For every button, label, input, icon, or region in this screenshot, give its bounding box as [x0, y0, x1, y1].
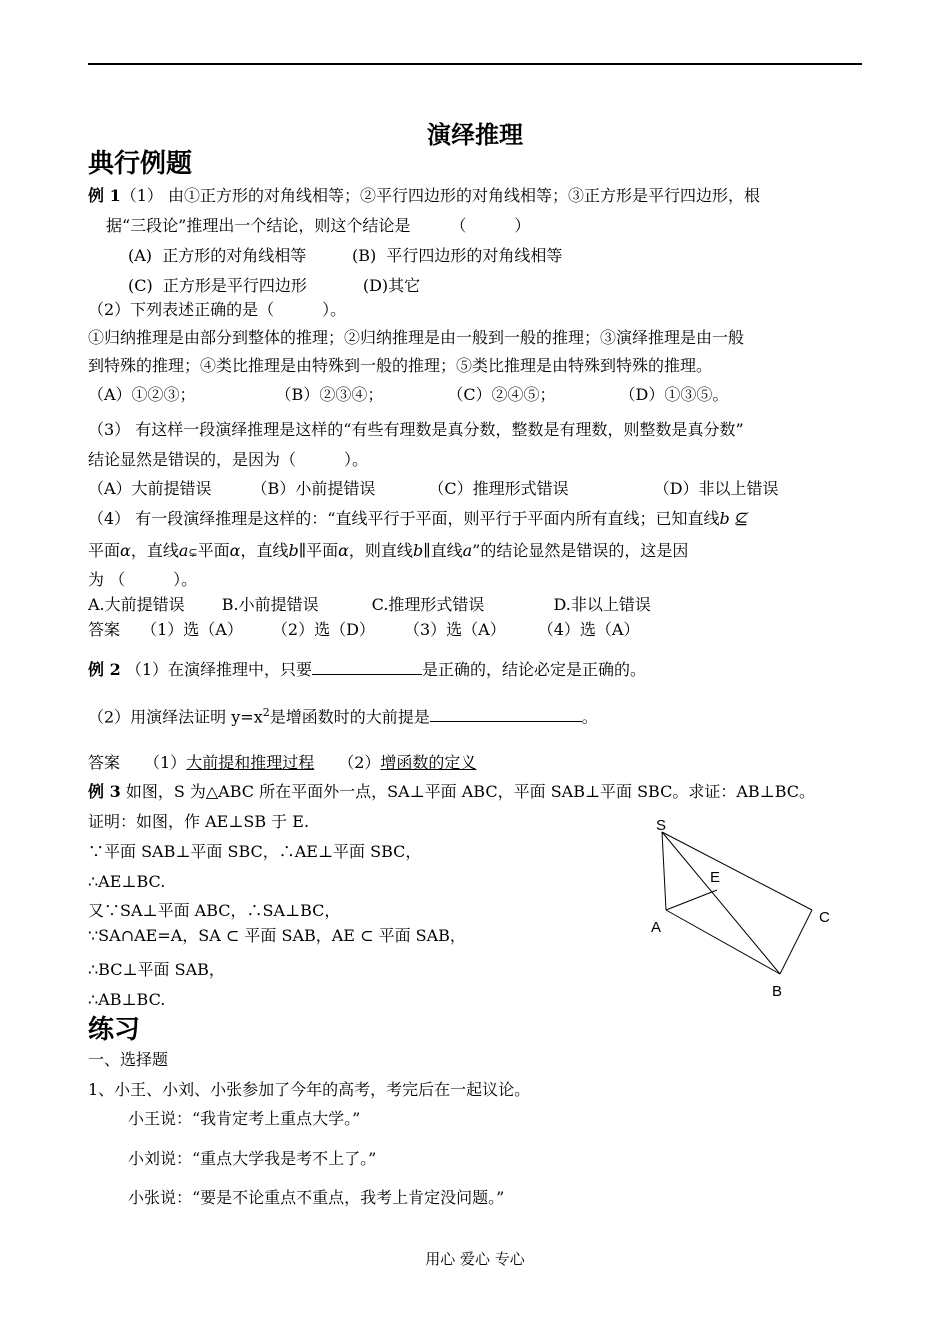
proof-line-2: ∵平面 SAB⊥平面 SBC，∴AE⊥平面 SBC， — [88, 842, 422, 861]
example1-q2-text-a: ①归纳推理是由部分到整体的推理；②归纳推理是由一般到一般的推理；③演绎推理是由一般 — [88, 328, 745, 347]
math-symbol: a — [462, 541, 473, 560]
edge-sa — [662, 832, 666, 910]
edge-ae — [666, 890, 717, 910]
answer-mid: （2） — [314, 753, 381, 772]
proof-line-1: 证明：如图，作 AE⊥SB 于 E. — [88, 812, 310, 831]
example1-q2: （2）下列表述正确的是（ ）。 — [88, 300, 347, 319]
proof-line-7: ∴AB⊥BC. — [88, 990, 166, 1009]
label-e: E — [710, 869, 721, 886]
geometry-figure — [640, 810, 850, 1000]
example1-q3-options: （A）大前提错误 （B）小前提错误 （C）推理形式错误 （D）非以上错误 — [88, 479, 779, 498]
q4-text: （4） 有一段演绎推理是这样的：“直线平行于平面，则平行于平面内所有直线；已知直线 — [88, 509, 720, 528]
practice-statement-2: 小刘说：“重点大学我是考不上了。” — [128, 1149, 377, 1168]
example2-text2c: 。 — [581, 707, 598, 727]
example1-q4-text-b — [88, 541, 688, 563]
math-symbol: α — [338, 541, 349, 560]
superscript: 2 — [262, 706, 270, 719]
example2-line1 — [88, 658, 646, 680]
edge-bc — [780, 910, 812, 974]
example2-answer — [88, 753, 476, 773]
q4-seg: 平面 — [88, 541, 121, 560]
answer-2: 增函数的定义 — [380, 753, 477, 772]
math-symbol: b — [412, 541, 424, 560]
q4-seg: ”的结论显然是错误的，这是因 — [472, 541, 689, 560]
example1-text1: （1） 由①正方形的对角线相等；②平行四边形的对角线相等；③正方形是平行四边形，根 — [120, 186, 760, 205]
example2-text2b: 是增函数时的大前提是 — [269, 707, 430, 727]
q4-seg: 平面 — [197, 541, 230, 560]
practice-heading: 一、选择题 — [88, 1050, 169, 1069]
practice-statement-3: 小张说：“要是不论重点不重点，我考上肯定没问题。” — [128, 1188, 505, 1207]
proof-line-5: ∵SA∩AE=A，SA ⊂ 平面 SAB，AE ⊂ 平面 SAB， — [88, 926, 466, 945]
answer-blank — [312, 658, 422, 675]
edge-ab — [666, 910, 780, 974]
label-b: B — [772, 983, 783, 1000]
example3-line1 — [88, 782, 815, 802]
answer-blank — [430, 705, 582, 722]
proof-line-4: 又∵SA⊥平面 ABC，∴SA⊥BC， — [88, 901, 341, 920]
example3-label: 例 3 — [88, 782, 121, 801]
math-symbol: α — [120, 541, 131, 560]
example1-q3-text-b: 结论显然是错误的，是因为（ ）。 — [88, 450, 369, 469]
section-heading-practice: 练习 — [88, 1015, 141, 1045]
example2-text2a: （2）用演绎法证明 y=x — [88, 707, 263, 727]
example2-line2 — [88, 703, 598, 727]
math-symbol: b ⊈ — [719, 509, 749, 528]
example1-options-cd: (C) 正方形是平行四边形 (D)其它 — [128, 276, 421, 295]
edge-sc — [662, 832, 812, 910]
answer-prefix: 答案 （1） — [88, 753, 187, 772]
example1-line1 — [88, 186, 760, 206]
example1-options-ab: (A) 正方形的对角线相等 (B) 平行四边形的对角线相等 — [128, 246, 563, 265]
example2-text1b: 是正确的，结论必定是正确的。 — [422, 660, 647, 679]
page-footer: 用心 爱心 专心 — [425, 1250, 525, 1268]
practice-statement-1: 小王说：“我肯定考上重点大学。” — [128, 1109, 361, 1128]
example1-q2-options: （A）①②③； （B）②③④； （C）②④⑤； （D）①③⑤。 — [88, 385, 729, 404]
q4-seg: ，直线 — [240, 541, 289, 560]
edge-sb — [662, 832, 780, 974]
q4-seg: ∥平面 — [298, 541, 339, 560]
math-symbol: b — [288, 541, 299, 560]
label-s: S — [656, 817, 667, 834]
label-c: C — [819, 909, 830, 926]
q4-seg: ∥直线 — [423, 541, 463, 560]
example1-q2-text-b: 到特殊的推理；④类比推理是由特殊到一般的推理；⑤类比推理是由特殊到特殊的推理。 — [88, 356, 713, 375]
math-symbol: a — [178, 541, 189, 560]
q4-seg: ，直线 — [130, 541, 179, 560]
example1-q4-options: A.大前提错误 B.小前提错误 C.推理形式错误 D.非以上错误 — [88, 595, 651, 614]
proof-line-6: ∴BC⊥平面 SAB， — [88, 960, 225, 979]
example1-answer: 答案 （1）选（A） （2）选（D） （3）选（A） （4）选（A） — [88, 620, 640, 639]
example1-q4-text-a — [88, 509, 748, 529]
answer-1: 大前提和推理过程 — [186, 753, 315, 772]
math-symbol: ⊊ — [188, 546, 198, 559]
example2-label: 例 2 — [88, 660, 121, 679]
section-heading-examples: 典行例题 — [88, 149, 193, 179]
proof-line-3: ∴AE⊥BC. — [88, 872, 166, 891]
example1-q4-text-c: 为 （ ）。 — [88, 570, 198, 589]
label-a: A — [651, 919, 662, 936]
q4-seg: ，则直线 — [348, 541, 413, 560]
page-title: 演绎推理 — [427, 120, 523, 149]
example1-q3-text-a: （3） 有这样一段演绎推理是这样的“有些有理数是真分数，整数是有理数，则整数是真分数” — [88, 420, 744, 439]
example3-text: 如图，S 为△ABC 所在平面外一点，SA⊥平面 ABC，平面 SAB⊥平面 SBC。求证：AB⊥BC。 — [125, 782, 816, 801]
math-symbol: α — [229, 541, 241, 560]
practice-q1: 1、小王、小刘、小张参加了今年的高考，考完后在一起议论。 — [88, 1080, 531, 1099]
example1-label: 例 1 — [88, 186, 121, 205]
header-rule — [88, 63, 862, 65]
example2-text1a: （1）在演绎推理中，只要 — [125, 660, 312, 679]
example1-line2: 据“三段论”推理出一个结论，则这个结论是 （ ） — [106, 216, 531, 235]
